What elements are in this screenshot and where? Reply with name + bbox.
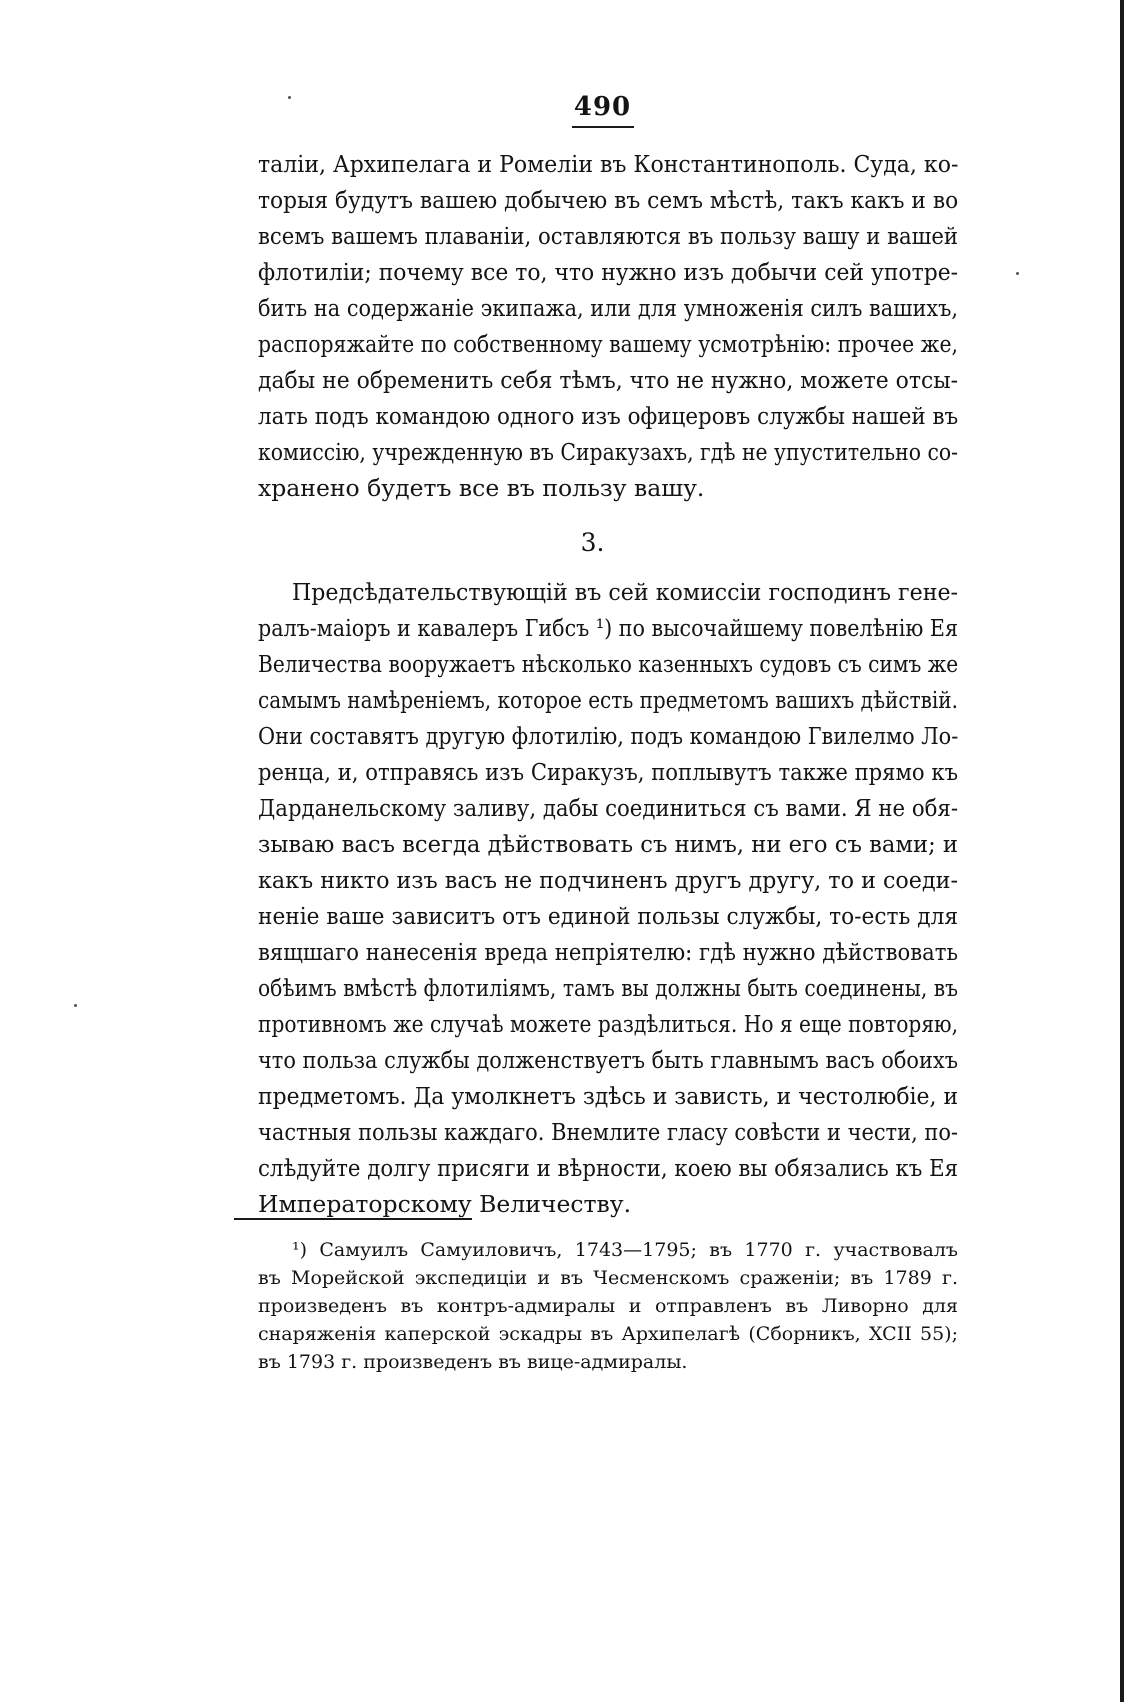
text-line: Они составятъ другую флотилію, подъ командою Гвилелмо Ло- (258, 722, 959, 750)
text-line: зываю васъ всегда дѣйствовать съ нимъ, ни его съ вами; и (258, 830, 959, 858)
text-line: что польза службы долженствуетъ быть главнымъ васъ обоихъ (258, 1046, 958, 1074)
text-line: обѣимъ вмѣстѣ флотиліямъ, тамъ вы должны быть соединены, въ (258, 974, 958, 1002)
section-number: 3. (580, 528, 605, 557)
scan-speck (74, 1004, 77, 1007)
text-line: хранено будетъ все въ пользу вашу. (258, 474, 705, 502)
text-line: частныя пользы каждаго. Внемлите гласу совѣсти и чести, по- (258, 1118, 959, 1146)
text-line: вящшаго нанесенія вреда непріятелю: гдѣ нужно дѣйствовать (258, 938, 958, 966)
page-number-rule (572, 126, 634, 128)
text-line: какъ никто изъ васъ не подчиненъ другъ другу, то и соеди- (258, 866, 958, 894)
text-line: ренца, и, отправясь изъ Сиракузъ, поплывутъ также прямо къ (258, 758, 959, 786)
page-edge-shadow (1120, 0, 1124, 1702)
scan-speck (1016, 272, 1019, 275)
text-line: распоряжайте по собственному вашему усмотрѣнію: прочее же, (258, 330, 958, 358)
text-line: самымъ намѣреніемъ, которое есть предметомъ вашихъ дѣйствій. (258, 686, 959, 714)
footnote-line: снаряженія каперской эскадры въ Архипелагѣ (Сборникъ, XCII 55); (258, 1323, 958, 1345)
text-line: Дарданельскому заливу, дабы соединиться съ вами. Я не обя- (258, 794, 959, 822)
text-line: таліи, Архипелага и Ромеліи въ Константинополь. Суда, ко- (258, 150, 959, 178)
footnote-line: въ 1793 г. произведенъ въ вице-адмиралы. (258, 1351, 688, 1373)
text-line: лать подъ командою одного изъ офицеровъ службы нашей въ (258, 402, 959, 430)
footnote-line: произведенъ въ контръ-адмиралы и отправленъ въ Ливорно для (258, 1295, 958, 1317)
text-line: предметомъ. Да умолкнетъ здѣсь и зависть, и честолюбіе, и (258, 1082, 959, 1110)
text-line: бить на содержаніе экипажа, или для умноженія силъ вашихъ, (258, 294, 959, 322)
scan-speck (288, 96, 291, 99)
text-line: торыя будутъ вашею добычею въ семъ мѣстѣ, такъ какъ и во (258, 186, 959, 214)
text-line: ралъ-маіоръ и кавалеръ Гибсъ ¹) по высочайшему повелѣнію Ея (258, 614, 959, 642)
footnote-line: ¹) Самуилъ Самуиловичъ, 1743—1795; въ 1770 г. участвовалъ (292, 1239, 958, 1261)
footnote-line: въ Морейской экспедиціи и въ Чесменскомъ сраженіи; въ 1789 г. (258, 1267, 958, 1289)
text-line: противномъ же случаѣ можете раздѣлиться. Но я еще повторяю, (258, 1010, 959, 1038)
footnote-rule (234, 1218, 472, 1220)
text-line: дабы не обременить себя тѣмъ, что не нужно, можете отсы- (258, 366, 959, 394)
text-line: комиссію, учрежденную въ Сиракузахъ, гдѣ не упустительно со- (258, 438, 958, 466)
text-line: Величества вооружаетъ нѣсколько казенныхъ судовъ съ симъ же (258, 650, 959, 678)
text-line: слѣдуйте долгу присяги и вѣрности, коею вы обязались къ Ея (258, 1154, 959, 1182)
text-line: неніе ваше зависитъ отъ единой пользы службы, то-есть для (258, 902, 959, 930)
text-line: флотиліи; почему все то, что нужно изъ добычи сей употре- (258, 258, 959, 286)
text-line: Предсѣдательствующій въ сей комиссіи господинъ гене- (292, 578, 959, 606)
page-number: 490 (573, 92, 632, 122)
text-line: Императорскому Величеству. (258, 1190, 632, 1218)
text-line: всемъ вашемъ плаваніи, оставляются въ пользу вашу и вашей (258, 222, 959, 250)
